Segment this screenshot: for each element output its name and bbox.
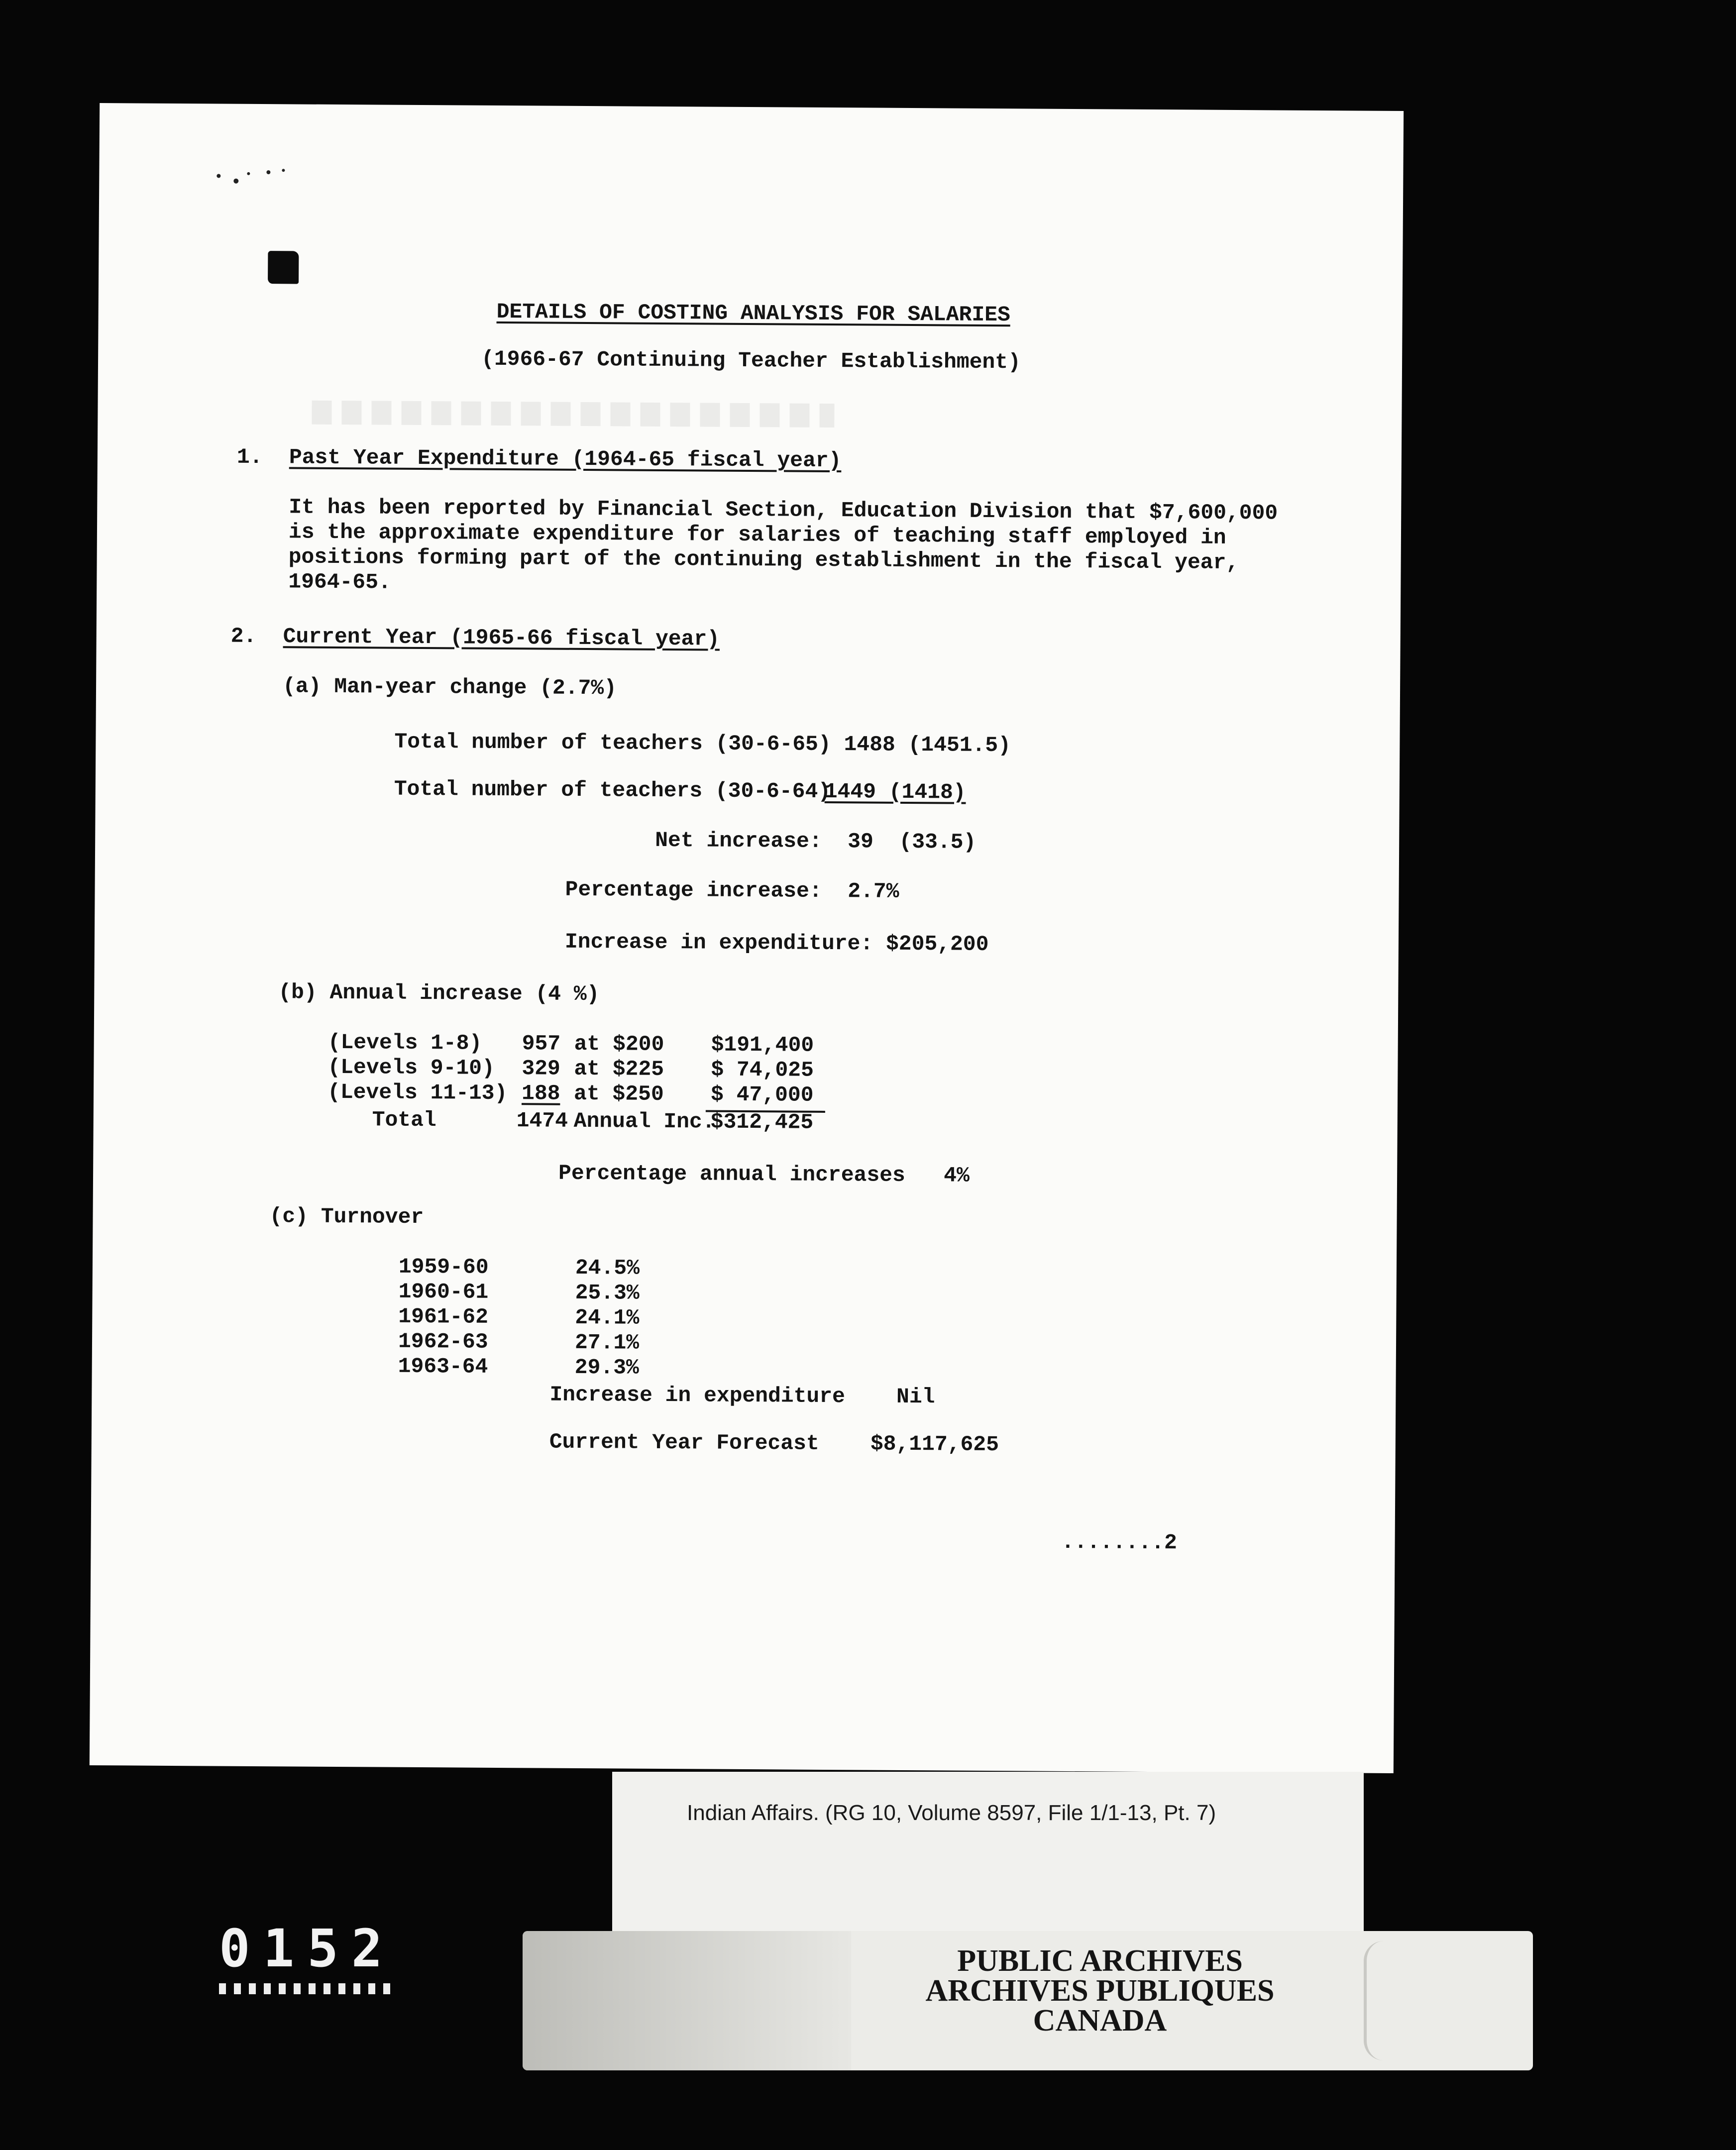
subsection-c-heading: (c) Turnover: [269, 1204, 424, 1230]
document-subtitle: (1966-67 Continuing Teacher Establishment): [481, 346, 1021, 375]
archive-reference-text: Indian Affairs. (RG 10, Volume 8597, File 1/1-13, Pt. 7): [687, 1801, 1216, 1825]
teachers-1965-line: Total number of teachers (30-6-65) 1488 (1451.5): [394, 729, 1011, 758]
section-2-number: 2.: [230, 624, 257, 648]
faint-bleedthrough: [312, 401, 834, 428]
stamp-shadow: [523, 1931, 851, 2070]
level-rate: at $200: [574, 1031, 664, 1057]
level-count: 188: [521, 1081, 560, 1106]
increase-expenditure-c: Increase in expenditure Nil: [549, 1382, 935, 1409]
turnover-year: 1960-61: [398, 1279, 489, 1304]
turnover-year: 1959-60: [398, 1254, 489, 1280]
section-1-heading: Past Year Expenditure (1964-65 fiscal year): [289, 445, 842, 473]
net-increase: Net increase: 39 (33.5): [655, 828, 976, 855]
section-1-body-line: positions forming part of the continuing establishment in the fiscal year,: [288, 544, 1239, 575]
level-amount: $ 74,025: [711, 1057, 814, 1082]
subsection-a-heading: (a) Man-year change (2.7%): [282, 674, 617, 701]
turnover-pct: 24.5%: [575, 1255, 640, 1281]
total-amount: $312,425: [710, 1109, 814, 1135]
level-count: 957: [522, 1031, 561, 1056]
page-continuation: ........2: [1061, 1529, 1177, 1555]
subsection-b-heading: (b) Annual increase (4 %): [278, 980, 600, 1007]
level-amount: $ 47,000: [710, 1082, 814, 1107]
stamp-line-2: ARCHIVES PUBLIQUES: [925, 1974, 1275, 2008]
increase-expenditure-a: Increase in expenditure: $205,200: [564, 929, 989, 957]
turnover-year: 1963-64: [398, 1354, 488, 1379]
microfilm-frame-number: 0152: [219, 1918, 396, 1979]
section-1-number: 1.: [236, 444, 263, 470]
level-label: (Levels 9-10): [327, 1055, 495, 1080]
level-count: 329: [522, 1056, 560, 1081]
document-title: DETAILS OF COSTING ANALYSIS FOR SALARIES: [496, 299, 1010, 327]
section-1-body-line: 1964-65.: [288, 569, 391, 595]
turnover-pct: 27.1%: [574, 1330, 640, 1355]
percentage-annual-increases: Percentage annual increases 4%: [558, 1161, 970, 1188]
public-archives-stamp: [523, 1931, 1533, 2070]
turnover-pct: 24.1%: [575, 1305, 640, 1330]
level-rate: at $225: [574, 1056, 664, 1081]
turnover-pct: 25.3%: [575, 1280, 640, 1305]
total-count: 1474: [516, 1108, 568, 1133]
film-sprocket-ticks: [219, 1983, 398, 1994]
stamp-edge-notch: [1364, 1941, 1431, 2060]
total-desc: Annual Inc.: [573, 1108, 715, 1134]
speck-marks: [214, 161, 288, 191]
section-2-heading: Current Year (1965-66 fiscal year): [283, 624, 720, 651]
level-rate: at $250: [573, 1081, 664, 1106]
punch-hole-mark: [268, 251, 299, 284]
turnover-pct: 29.3%: [574, 1355, 639, 1380]
total-label: Total: [372, 1107, 436, 1133]
turnover-year: 1961-62: [398, 1304, 489, 1329]
teachers-1964-label: Total number of teachers (30-6-64): [394, 776, 844, 804]
stamp-line-1: PUBLIC ARCHIVES: [957, 1944, 1243, 1978]
turnover-year: 1962-63: [398, 1329, 488, 1354]
current-year-forecast: Current Year Forecast $8,117,625: [549, 1429, 999, 1457]
teachers-1964-value: 1449 (1418): [824, 779, 966, 805]
section-1-body-line: It has been reported by Financial Section, Education Division that $7,600,000: [289, 495, 1278, 526]
percentage-increase: Percentage increase: 2.7%: [565, 877, 899, 904]
archive-reference-card: [612, 1772, 1364, 1941]
level-label: (Levels 11-13): [327, 1079, 508, 1106]
stamp-line-3: CANADA: [1033, 2004, 1167, 2038]
document-page: [90, 103, 1404, 1773]
level-amount: $191,400: [711, 1032, 814, 1058]
level-label: (Levels 1-8): [327, 1030, 482, 1056]
section-1-body-line: is the approximate expenditure for salaries of teaching staff employed in: [288, 520, 1226, 550]
